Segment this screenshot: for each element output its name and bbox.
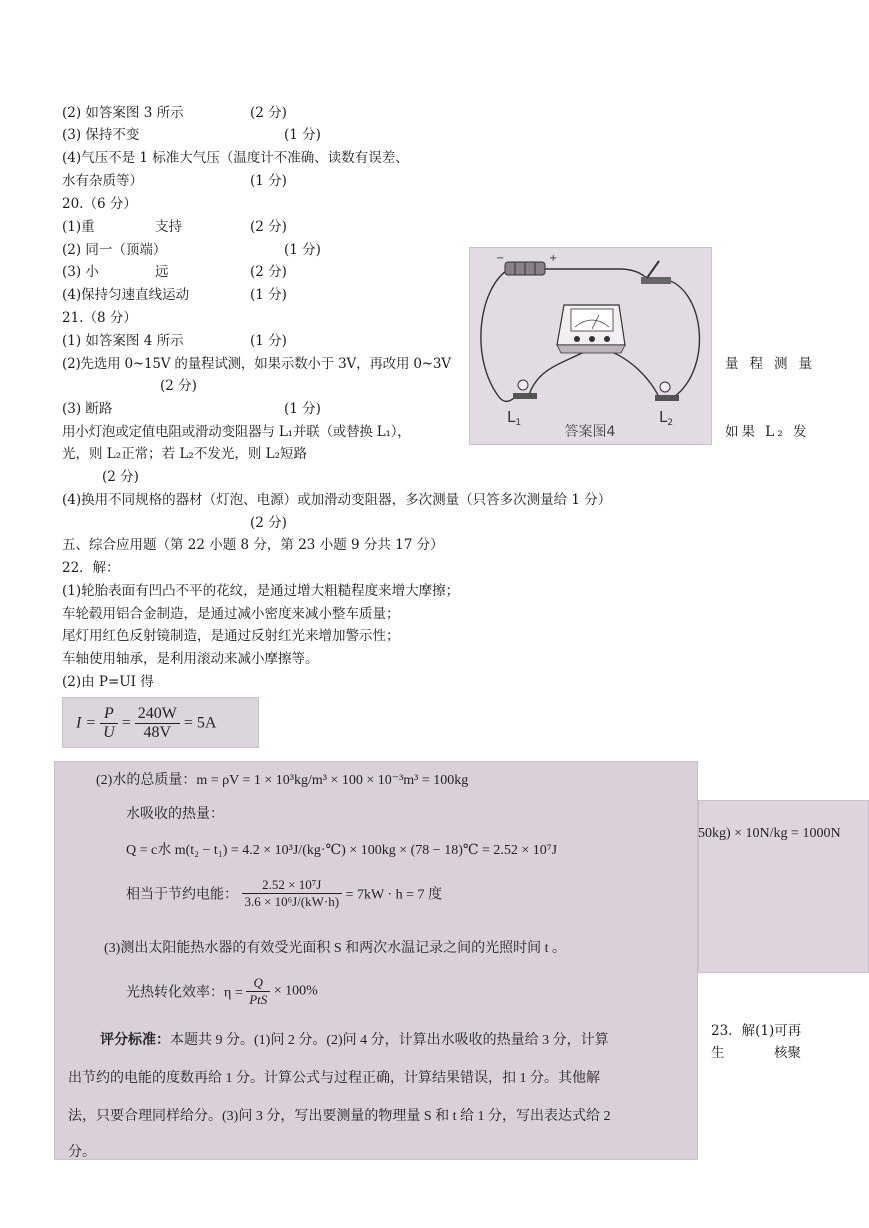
q19-item2-score: (2 分) [250,105,287,121]
rubric-line1: 评分标准：本题共 9 分。(1)问 2 分。(2)问 4 分，计算出水吸收的热量给 3 分，计算 [100,1033,609,1048]
q21-item2: (2)先选用 0~15V 的量程试测，如果示数小于 3V，再改用 0~3V [62,356,451,372]
q19-item4-line1: (4)气压不是 1 标准大气压（温度计不准确、读数有误差、 [62,150,409,166]
q19-item3: (3) 保持不变 [62,127,140,143]
q20-item3-a: (3) 小 [62,264,99,280]
q21-item3-tail: 如果 L₂ 发 [725,424,810,440]
efficiency-line: 光热转化效率：η = $\frac{Q}{\text{PtS}}$ × 100% [126,975,318,1007]
q19-item3-score: (1 分) [284,127,321,143]
q20-item3-b: 远 [155,264,169,280]
circuit-figure [469,247,712,445]
q22-line4: 车轴使用轴承，是利用滚动来减小摩擦等。 [62,651,319,667]
side-scan [698,800,869,973]
voltmeter-icon [557,305,625,353]
heat-label: 水吸收的热量： [126,807,224,822]
rubric-line2: 出节约的电能的度数再给 1 分。计算公式与过程正确，计算结果错误，扣 1 分。其他解 [68,1071,600,1086]
q21-item3: (3) 断路 [62,401,113,417]
q21-item1: (1) 如答案图 4 所示 [62,333,184,349]
q21-item2-score: (2 分) [160,378,197,394]
q21-item4: (4)换用不同规格的器材（灯泡、电源）或加滑动变阻器，多次测量（只答多次测量给 1 分） [62,492,612,508]
q20-item2-score: (1 分) [284,242,321,258]
q20-header: 20.（6 分） [62,196,137,212]
q20-item4-score: (1 分) [250,287,287,303]
q19-item2: (2) 如答案图 3 所示 [62,105,184,121]
q21-item3-score: (1 分) [284,401,321,417]
bulb-l1-icon [513,380,537,399]
battery-plus: + [549,253,558,264]
part3-line: (3)测出太阳能热水器的有效受光面积 S 和两次水温记录之间的光照时间 t 。 [104,941,566,956]
q19-item4-line2: 水有杂质等） [62,173,143,189]
q21-item4-score: (2 分) [250,515,287,531]
side-scan-formula: 50kg) × 10N/kg = 1000N [698,826,841,841]
q22-line5: (2)由 P=UI 得 [62,674,154,690]
q21-item3-score2: (2 分) [102,469,139,485]
circuit-diagram [469,247,712,445]
q21-item3-line3: 光，则 L₂正常；若 L₂不发光，则 L₂短路 [62,446,308,462]
q22-line3: 尾灯用红色反射镜制造，是通过反射红光来增加警示性； [62,628,400,644]
q20-item1-a: (1)重 [62,219,95,235]
q20-item1-score: (2 分) [250,219,287,235]
q21-item1-score: (1 分) [250,333,287,349]
q20-item3-score: (2 分) [250,264,287,280]
battery-minus: − [496,253,505,264]
q20-item4: (4)保持匀速直线运动 [62,287,190,303]
q22-line1: (1)轮胎表面有凹凸不平的花纹，是通过增大粗糙程度来增大摩擦； [62,583,460,599]
rubric-line4: 分。 [68,1145,96,1160]
q21-item3-line2: 用小灯泡或定值电阻或滑动变阻器与 L₁并联（或替换 L₁）， [62,424,411,440]
energy-line: 相当于节约电能： $\frac{\text{2.52 × 10⁷J}}{\text{3.6 × 10⁶J/(kW·h)}}$ = 7kW · h = 7 度 [126,877,442,909]
q20-item1-b: 支持 [155,219,182,235]
q19-item4-score: (1 分) [250,173,287,189]
figure-caption: 答案图4 [564,424,616,440]
q22-formula-image: I = $\frac{P}{U}$ = $\frac{240W}{48V}$ = 5A [62,697,259,748]
q22-line2: 车轮毂用铝合金制造，是通过减小密度来减小整车质量； [62,606,400,622]
q23-note-line1: 23．解(1)可再 [711,1023,802,1039]
q23-solution-scan [54,761,698,1160]
label-l1: $L_1$ [507,408,522,428]
q20-item2: (2) 同一（顶端） [62,242,167,258]
rubric-line3: 法，只要合理同样给分。(3)问 3 分，写出要测量的物理量 S 和 t 给 1 分，写出表达式给 2 [68,1109,611,1124]
q21-item2-tail: 量程测量 [725,356,823,372]
section5-header: 五、综合应用题（第 22 小题 8 分，第 23 小题 9 分共 17 分） [62,537,444,553]
label-l2: $L_2$ [659,408,674,428]
switch-icon [641,277,671,284]
mass-line: (2)水的总质量：m = ρV = 1 × 10³kg/m³ × 100 × 10⁻³m³ = 100kg [96,773,469,788]
bulb-l2-icon [655,382,679,401]
q23-note-line2b: 核聚 [774,1045,801,1061]
heat-formula: Q = c水 m(t₂ − t₁) = 4.2 × 10³J/(kg·℃) × 100kg × (78 − 18)℃ = 2.52 × 10⁷J [126,843,558,858]
q22-header: 22．解： [62,560,120,576]
q21-header: 21.（8 分） [62,310,137,326]
q23-note-line2a: 生 [711,1045,725,1061]
